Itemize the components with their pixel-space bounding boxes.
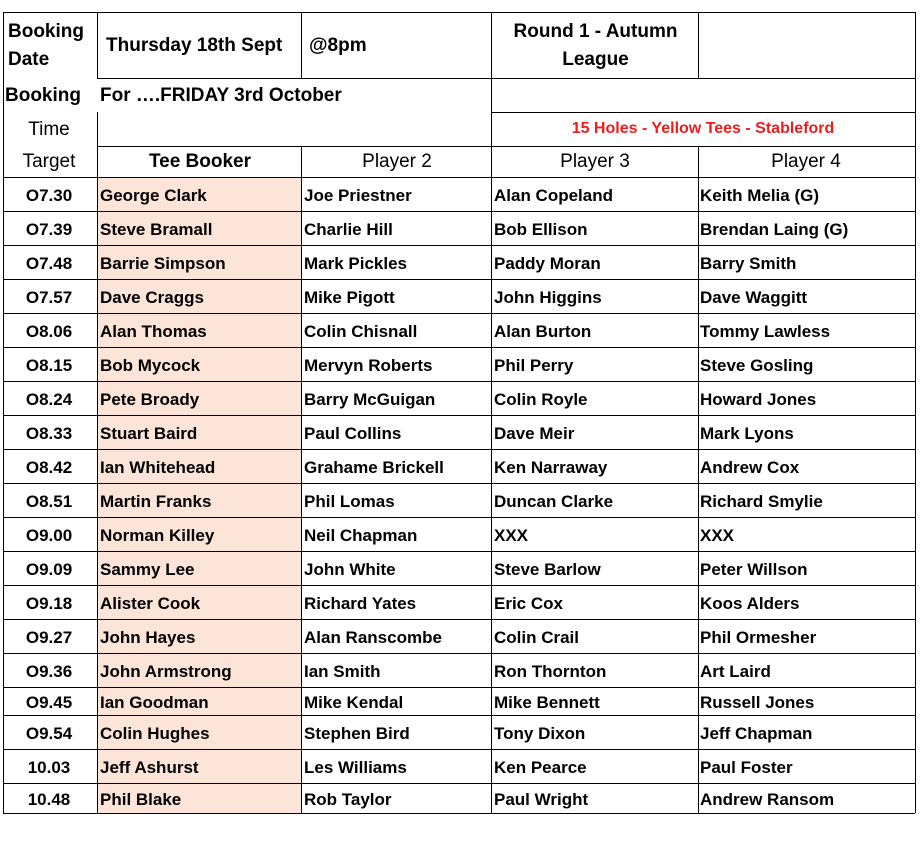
player-2: Grahame Brickell (304, 458, 444, 477)
col-player4: Player 4 (771, 151, 841, 172)
tee-time: O8.06 (25, 322, 73, 341)
tee-time: O8.51 (25, 492, 73, 511)
tee-booker: Bob Mycock (98, 347, 302, 381)
grid-line (3, 585, 915, 586)
player-4: Howard Jones (700, 390, 817, 409)
player-2: Alan Ranscombe (304, 628, 442, 647)
player-3: Paul Wright (494, 790, 589, 809)
player-2: Barry McGuigan (304, 390, 436, 409)
booking-label: Booking (5, 85, 81, 106)
player-3: Duncan Clarke (494, 492, 614, 511)
tee-time: O9.00 (25, 526, 73, 545)
tee-booker: Martin Franks (98, 483, 302, 517)
grid-line (3, 177, 915, 178)
player-3: Colin Crail (494, 628, 580, 647)
player-2: Neil Chapman (304, 526, 418, 545)
player-4: Peter Willson (700, 560, 808, 579)
player-2: Mervyn Roberts (304, 356, 433, 375)
tee-time: O7.39 (25, 220, 73, 239)
tee-time: O8.42 (25, 458, 73, 477)
player-4: Phil Ormesher (700, 628, 817, 647)
player-4: XXX (700, 526, 735, 545)
player-2: Les Williams (304, 758, 407, 777)
player-4: Andrew Cox (700, 458, 800, 477)
player-4: Art Laird (700, 662, 771, 681)
player-3: Steve Barlow (494, 560, 601, 579)
tee-booker: Stuart Baird (98, 415, 302, 449)
tee-booker: Alan Thomas (98, 313, 302, 347)
tee-booker: Dave Craggs (98, 279, 302, 313)
player-3: Colin Royle (494, 390, 588, 409)
tee-booker: Barrie Simpson (98, 245, 302, 279)
player-2: Charlie Hill (304, 220, 393, 239)
grid-line (3, 449, 915, 450)
player-2: Joe Priestner (304, 186, 412, 205)
player-2: Ian Smith (304, 662, 381, 681)
target-label: Target (22, 151, 76, 172)
grid-line (3, 749, 915, 750)
tee-booker: Steve Bramall (98, 211, 302, 245)
player-3: XXX (494, 526, 529, 545)
grid-line (97, 112, 98, 813)
tee-booker: Sammy Lee (98, 551, 302, 585)
tee-time: O8.33 (25, 424, 73, 443)
col-tee-booker: Tee Booker (148, 151, 252, 172)
grid-line (3, 687, 915, 688)
tee-time: O9.54 (25, 724, 73, 743)
col-player2: Player 2 (362, 151, 432, 172)
player-3: Tony Dixon (494, 724, 586, 743)
player-4: Tommy Lawless (700, 322, 831, 341)
grid-line (3, 381, 915, 382)
player-3: Alan Copeland (494, 186, 614, 205)
player-3: Paddy Moran (494, 254, 601, 273)
tee-booker: Colin Hughes (98, 715, 302, 749)
tee-time: O7.57 (25, 288, 73, 307)
tee-time: 10.48 (27, 790, 71, 809)
tee-booker: Jeff Ashurst (98, 749, 302, 783)
player-3: Alan Burton (494, 322, 592, 341)
grid-line (97, 78, 915, 79)
player-3: Ron Thornton (494, 662, 607, 681)
player-2: Stephen Bird (304, 724, 410, 743)
tee-booker: John Armstrong (98, 653, 302, 687)
player-4: Andrew Ransom (700, 790, 835, 809)
grid-line (301, 12, 302, 78)
grid-line (3, 813, 915, 814)
grid-line (3, 483, 915, 484)
tee-booker: Norman Killey (98, 517, 302, 551)
round-title: Round 1 - Autumn League (513, 21, 678, 70)
player-4: Koos Alders (700, 594, 800, 613)
grid-line (97, 146, 915, 147)
grid-line (301, 146, 302, 813)
time-label: Time (28, 119, 70, 140)
player-4: Russell Jones (700, 693, 815, 712)
player-2: Colin Chisnall (304, 322, 418, 341)
player-2: Paul Collins (304, 424, 402, 443)
player-4: Jeff Chapman (700, 724, 813, 743)
grid-line (491, 112, 915, 113)
grid-line (97, 12, 98, 78)
grid-line (3, 12, 915, 13)
player-3: John Higgins (494, 288, 602, 307)
player-3: Phil Perry (494, 356, 574, 375)
booking-date-label: Booking Date (8, 21, 84, 70)
grid-line (3, 211, 915, 212)
tee-time: O9.27 (25, 628, 73, 647)
tee-booker: Pete Broady (98, 381, 302, 415)
tee-booker: John Hayes (98, 619, 302, 653)
player-2: Richard Yates (304, 594, 417, 613)
col-player3: Player 3 (560, 151, 630, 172)
tee-booker: Ian Whitehead (98, 449, 302, 483)
grid-line (698, 12, 699, 78)
player-4: Paul Foster (700, 758, 793, 777)
grid-line (3, 245, 915, 246)
player-3: Eric Cox (494, 594, 563, 613)
player-2: Mark Pickles (304, 254, 408, 273)
booking-for: For ….FRIDAY 3rd October (100, 85, 342, 106)
tee-time: O9.45 (25, 693, 73, 712)
tee-time: O9.09 (25, 560, 73, 579)
player-4: Barry Smith (700, 254, 797, 273)
player-3: Mike Bennett (494, 693, 600, 712)
grid-line (3, 517, 915, 518)
grid-line (3, 347, 915, 348)
player-4: Dave Waggitt (700, 288, 808, 307)
course-info: 15 Holes - Yellow Tees - Stableford (571, 120, 835, 137)
player-4: Keith Melia (G) (700, 186, 820, 205)
grid-line (3, 415, 915, 416)
tee-time: O8.15 (25, 356, 73, 375)
grid-line (491, 12, 492, 813)
booking-date-value: Thursday 18th Sept (106, 35, 283, 56)
player-2: Rob Taylor (304, 790, 392, 809)
tee-booker: Alister Cook (98, 585, 302, 619)
grid-line (3, 279, 915, 280)
tee-time: 10.03 (27, 758, 71, 777)
player-4: Mark Lyons (700, 424, 794, 443)
player-2: Phil Lomas (304, 492, 395, 511)
tee-booker: Phil Blake (98, 783, 302, 813)
tee-time: O8.24 (25, 390, 73, 409)
grid-line (3, 12, 4, 813)
player-4: Richard Smylie (700, 492, 823, 511)
player-4: Steve Gosling (700, 356, 814, 375)
grid-line (3, 653, 915, 654)
grid-line (3, 619, 915, 620)
tee-time: O9.18 (25, 594, 73, 613)
player-2: Mike Pigott (304, 288, 395, 307)
tee-time: O7.48 (25, 254, 73, 273)
player-2: Mike Kendal (304, 693, 404, 712)
tee-booker: George Clark (98, 177, 302, 211)
grid-line (698, 146, 699, 813)
player-3: Dave Meir (494, 424, 575, 443)
grid-line (3, 783, 915, 784)
player-4: Brendan Laing (G) (700, 220, 849, 239)
grid-line (3, 313, 915, 314)
tee-time: O7.30 (25, 186, 73, 205)
tee-time: O9.36 (25, 662, 73, 681)
player-2: John White (304, 560, 396, 579)
player-3: Ken Narraway (494, 458, 608, 477)
player-3: Ken Pearce (494, 758, 587, 777)
grid-line (3, 551, 915, 552)
tee-booker: Ian Goodman (98, 687, 302, 715)
player-3: Bob Ellison (494, 220, 588, 239)
grid-line (3, 715, 915, 716)
booking-time: @8pm (309, 35, 367, 56)
grid-line (915, 12, 916, 813)
